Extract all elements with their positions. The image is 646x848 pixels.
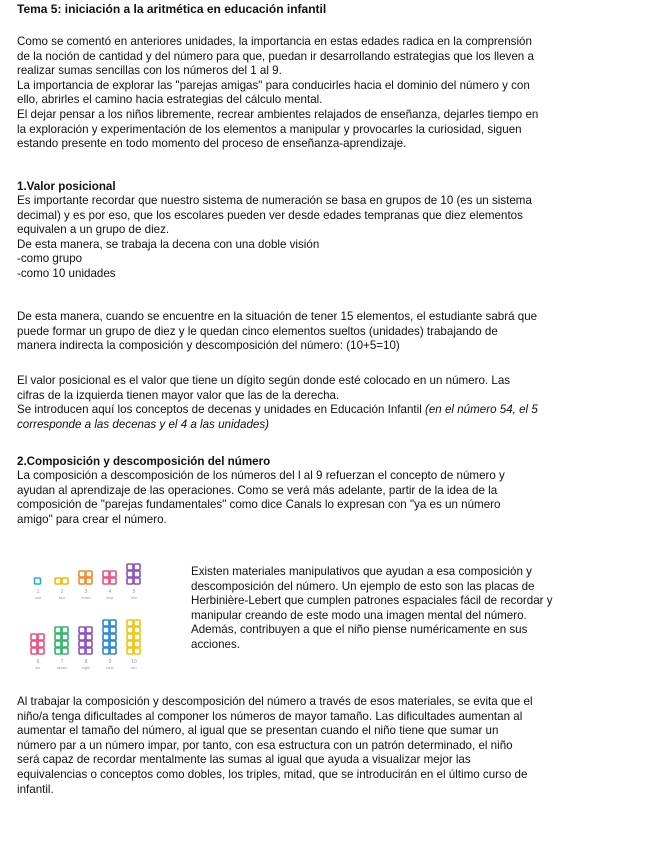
plate-word: four	[106, 595, 114, 600]
text-line: infantil.	[17, 782, 54, 796]
text-line: Existen materiales manipulativos que ayudan a esa composición y	[191, 565, 532, 578]
text-line: manipular creando de este modo una imagen mental del número.	[191, 608, 527, 622]
plate-number: 10	[131, 659, 137, 665]
text-line: estando presente en todo momento del proceso de enseñanza-aprendizaje.	[17, 137, 407, 151]
plate-hole	[134, 648, 140, 654]
text-line: Como se comentó en anteriores unidades, la importancia en estas edades radica en la comprensión	[17, 35, 532, 48]
italic-example: corresponde a las decenas y el 4 a las unidades)	[17, 417, 269, 431]
text-line	[17, 403, 629, 418]
plate-hole	[79, 634, 85, 640]
section2-paragraph-2	[17, 695, 629, 797]
plate-hole	[103, 634, 109, 640]
plate-5	[127, 564, 140, 584]
plate-1	[35, 578, 41, 584]
text-line: -como 10 unidades	[17, 266, 116, 280]
plate-hole	[134, 571, 140, 577]
plate-number: 8	[84, 659, 88, 665]
plate-word: ten	[131, 665, 137, 670]
plate-hole	[103, 571, 109, 577]
plate-8	[79, 627, 92, 654]
text-line: -como grupo	[17, 252, 83, 266]
section1-paragraph-1	[17, 194, 629, 282]
text-line: de la noción de cantidad y del número para que, puedan ir desarrollando estrategias que los lleven a	[17, 49, 534, 63]
plate-hole	[38, 634, 44, 640]
text-line: Herbinière-Lebert que cumplen patrones espaciales fácil de recordar y	[191, 594, 553, 608]
text-line: cifras de la izquierda tienen mayor valor que las de la derecha.	[17, 388, 340, 402]
plate-hole	[31, 634, 37, 640]
plate-hole	[127, 578, 133, 584]
plate-hole	[103, 620, 109, 626]
plate-hole	[127, 634, 133, 640]
text-line: La importancia de explorar las "parejas amigas" para conducirles hacia el dominio del número y con	[17, 78, 530, 92]
plate-word: six	[35, 665, 41, 670]
plate-number: 7	[60, 659, 64, 665]
section-heading-2: 2.Composición y descomposición del número	[17, 455, 271, 468]
plate-6	[31, 634, 44, 654]
plate-hole	[127, 571, 133, 577]
plate-hole	[55, 634, 61, 640]
plate-hole	[86, 578, 92, 584]
plate-number: 3	[84, 589, 88, 595]
text-line: decimal) y es por eso, que los escolares pueden ver desde edades tempranas que diez elementos	[17, 208, 523, 222]
plate-hole	[55, 578, 61, 584]
section-heading-1: 1.Valor posicional	[17, 180, 116, 193]
plate-hole	[134, 578, 140, 584]
plate-hole	[127, 641, 133, 647]
plate-hole	[62, 578, 68, 584]
plate-number: 2	[60, 589, 64, 595]
plate-hole	[110, 634, 116, 640]
plate-hole	[103, 578, 109, 584]
plate-hole	[110, 571, 116, 577]
plate-hole	[38, 641, 44, 647]
text-line: equivalencias o conceptos como dobles, los triples, mitad, que se introducirán en el último curso de	[17, 767, 528, 781]
text-line: ayudan al aprendizaje de las operaciones. Como se verá más adelante, partir de la idea de la	[17, 483, 498, 497]
plate-10	[127, 620, 140, 654]
plate-hole	[86, 627, 92, 633]
plate-hole	[134, 634, 140, 640]
text-line: número par a un número impar, por tanto, con esa estructura con un patrón determinado, el niño	[17, 738, 513, 752]
plate-hole	[86, 571, 92, 577]
text-line: acciones.	[191, 637, 240, 651]
text-line: equivalen a un grupo de diez.	[17, 223, 170, 237]
text-line: niño/a tenga dificultades al componer los números de mayor tamaño. Las dificultades aumentan al	[17, 709, 523, 723]
plate-3	[79, 571, 92, 584]
plate-word: three	[81, 595, 91, 600]
plate-hole	[110, 578, 116, 584]
text-line: ello, abrirles el camino hacia estrategias del cálculo mental.	[17, 93, 323, 107]
plate-hole	[134, 620, 140, 626]
plate-hole	[55, 641, 61, 647]
text-line: composición de "parejas fundamentales" como dice Canals lo expresan con "ya es un número	[17, 498, 501, 512]
plate-word: eight	[81, 665, 91, 670]
text-line: Al trabajar la composición y descomposición del número a través de esos materiales, se evita que el	[17, 695, 533, 708]
plate-number: 4	[108, 589, 112, 595]
text-line: Además, contribuyen a que el niño piense numéricamente en sus	[191, 623, 528, 637]
plate-hole	[62, 648, 68, 654]
plate-word: nine	[106, 665, 114, 670]
plate-hole	[127, 627, 133, 633]
plate-hole	[62, 641, 68, 647]
text-line: El dejar pensar a los niños libremente, recrear ambientes relajados de enseñanza, dejarles tiempo en	[17, 107, 539, 121]
plate-number: 6	[36, 659, 40, 665]
plate-hole	[110, 648, 116, 654]
text-line: aumentar el tamaño del número, al igual que se presentan cuando el niño tiene que sumar un	[17, 724, 499, 738]
plate-word: one	[34, 595, 42, 600]
plate-hole	[86, 648, 92, 654]
plate-hole	[127, 564, 133, 570]
plate-number: 5	[132, 589, 136, 595]
plate-hole	[79, 641, 85, 647]
text-line: será capaz de recordar mentalmente las sumas al igual que ayuda a visualizar mejor las	[17, 753, 471, 767]
plate-hole	[134, 564, 140, 570]
plate-word: two	[58, 595, 66, 600]
plate-hole	[38, 648, 44, 654]
plate-9	[103, 620, 116, 654]
plate-hole	[79, 578, 85, 584]
text-line: manera indirecta la composición y descomposición del número: (10+5=10)	[17, 339, 400, 353]
plate-hole	[62, 634, 68, 640]
text-line: De esta manera, se trabaja la decena con una doble visión	[17, 237, 320, 251]
page-title: Tema 5: iniciación a la aritmética en educación infantil	[17, 2, 327, 16]
plate-hole	[110, 620, 116, 626]
plate-7	[55, 627, 68, 654]
plate-hole	[62, 627, 68, 633]
plate-hole	[103, 627, 109, 633]
plate-hole	[134, 627, 140, 633]
text-run: Se introducen aquí los conceptos de decenas y unidades en Educación Infantil	[17, 403, 425, 417]
text-line: realizar sumas sencillas con los números del 1 al 9.	[17, 64, 282, 78]
plate-hole	[103, 648, 109, 654]
plate-4	[103, 571, 116, 584]
plate-hole	[35, 578, 41, 584]
plate-hole	[79, 648, 85, 654]
number-plates-image	[17, 551, 175, 673]
number-plates-figure	[17, 551, 175, 673]
plate-word: five	[130, 595, 138, 600]
plate-hole	[103, 641, 109, 647]
plate-hole	[31, 641, 37, 647]
plate-hole	[79, 627, 85, 633]
figure-caption-text	[191, 565, 631, 653]
plate-hole	[55, 627, 61, 633]
plate-hole	[127, 620, 133, 626]
plate-word: seven	[56, 665, 68, 670]
plate-2	[55, 578, 68, 584]
section2-paragraph-1	[17, 469, 629, 527]
section1-paragraph-2	[17, 310, 629, 354]
plate-hole	[86, 634, 92, 640]
plate-hole	[86, 641, 92, 647]
plate-hole	[31, 648, 37, 654]
text-line: descomposición del número. Un ejemplo de esto son las placas de	[191, 579, 535, 593]
italic-example: (en el número 54, el 5	[425, 403, 538, 417]
section1-paragraph-3	[17, 374, 629, 432]
plate-hole	[55, 648, 61, 654]
plate-number: 1	[36, 589, 40, 595]
text-line: El valor posicional es el valor que tiene un dígito según donde esté colocado en un número. Las	[17, 374, 511, 387]
text-line: Es importante recordar que nuestro sistema de numeración se basa en grupos de 10 (es un sistema	[17, 194, 532, 207]
text-line: De esta manera, cuando se encuentre en la situación de tener 15 elementos, el estudiante sabrá que	[17, 310, 538, 323]
plate-hole	[127, 648, 133, 654]
text-line: la exploración y experimentación de los elementos a manipular y provocarles la curiosidad, siguen	[17, 122, 522, 136]
plate-hole	[110, 627, 116, 633]
intro-paragraph	[17, 35, 629, 152]
plate-hole	[79, 571, 85, 577]
plate-hole	[134, 641, 140, 647]
text-line: puede formar un grupo de diez y le quedan cinco elementos sueltos (unidades) trabajando de	[17, 324, 498, 338]
plate-hole	[110, 641, 116, 647]
text-line: La composición a descomposición de los números del l al 9 refuerzan el concepto de número y	[17, 469, 505, 482]
text-line: amigo" para crear el número.	[17, 512, 167, 526]
plate-number: 9	[108, 659, 112, 665]
